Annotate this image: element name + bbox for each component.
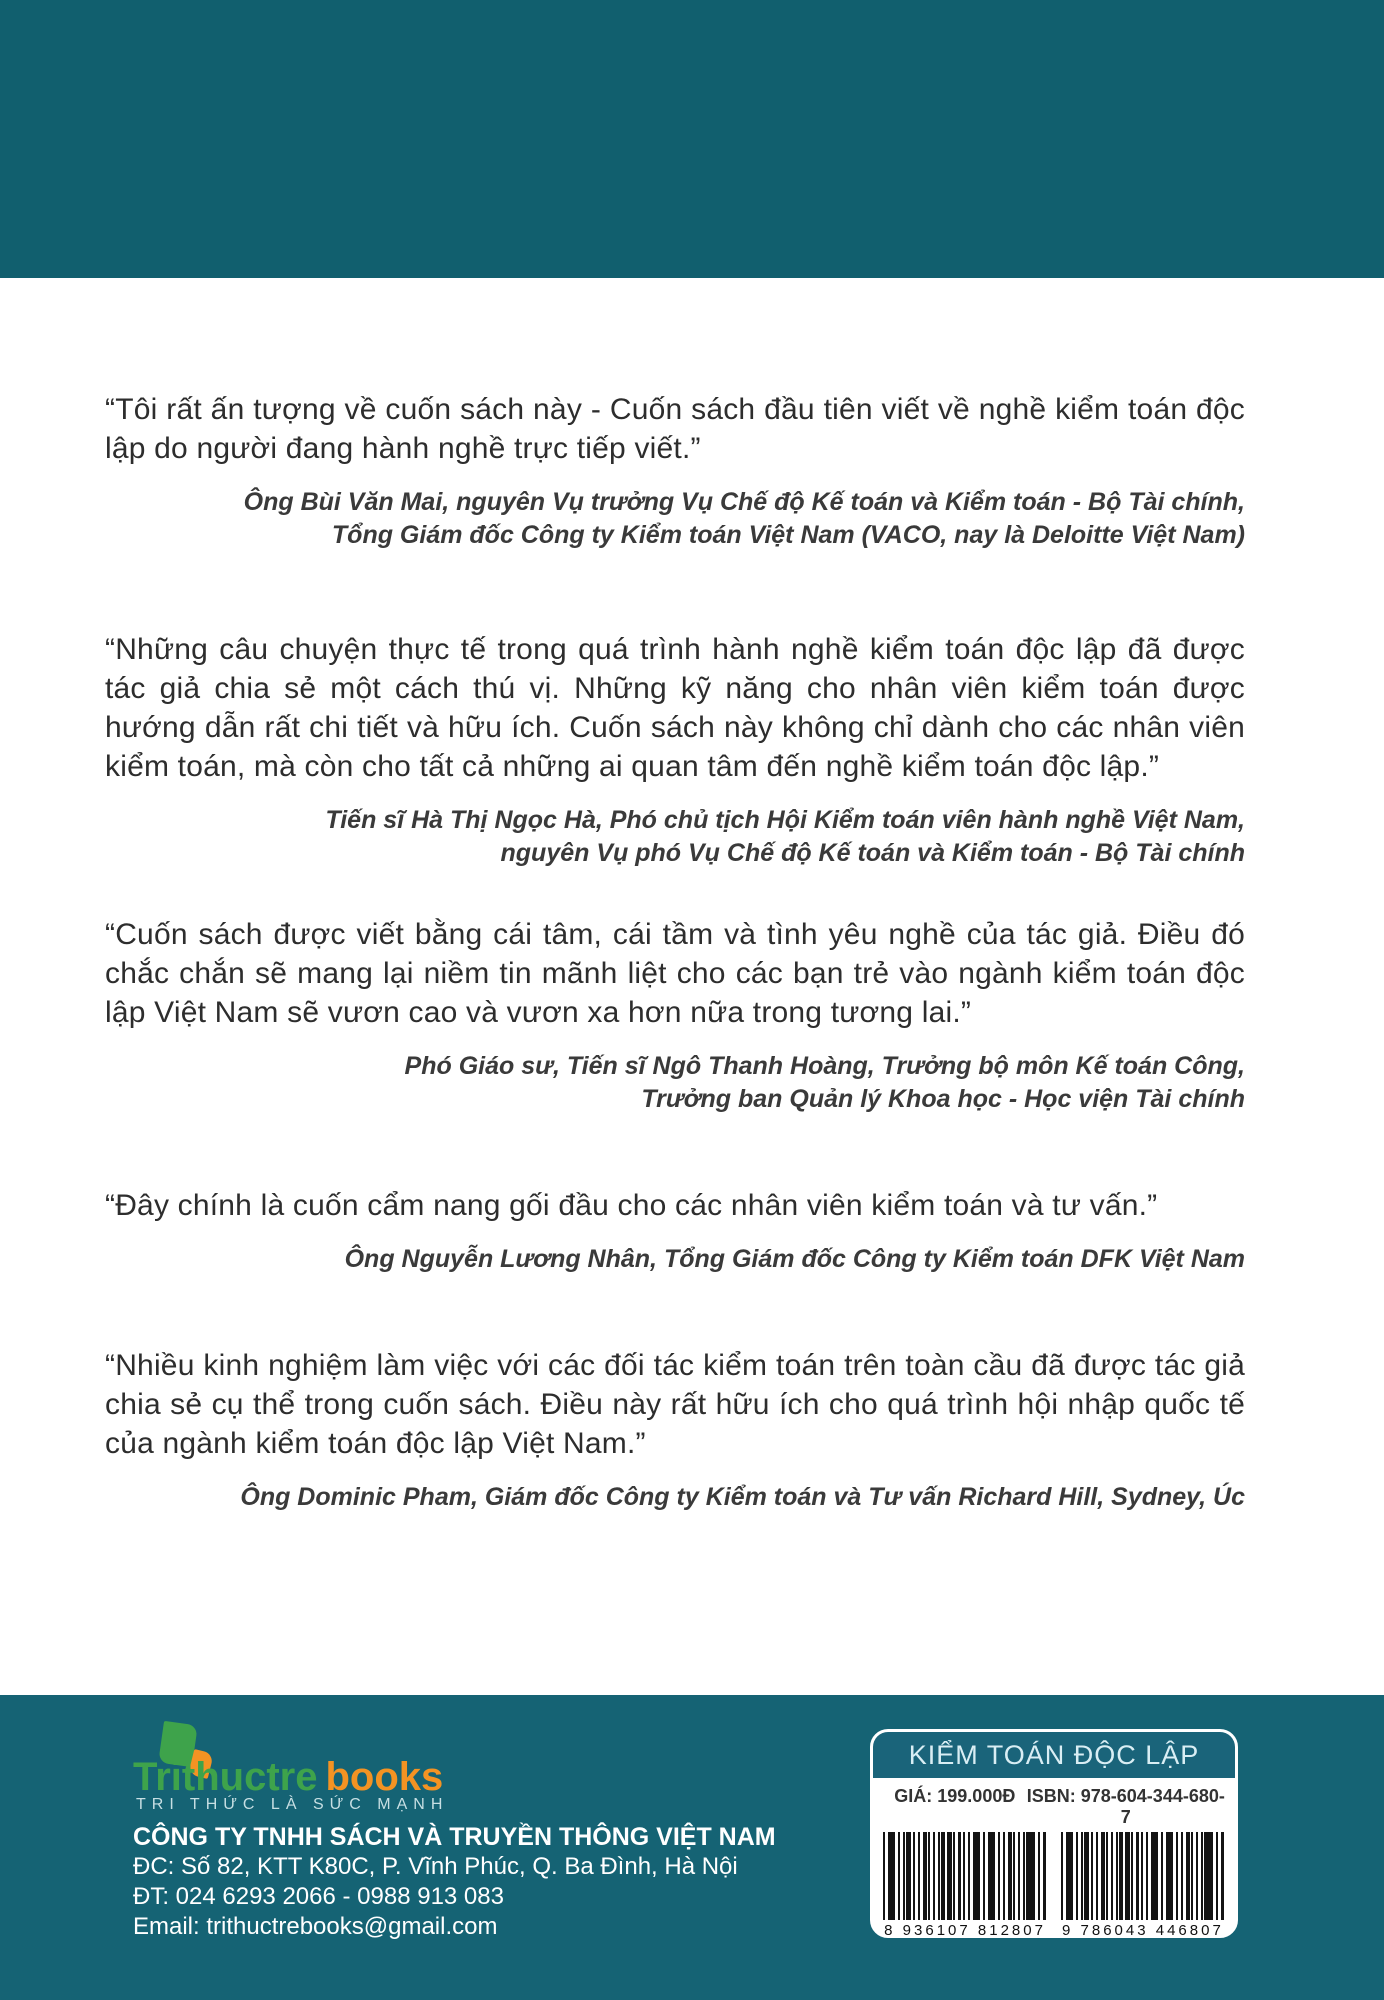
logo-text-orange: books xyxy=(325,1755,444,1799)
publisher-info xyxy=(133,1822,776,1942)
quote-attribution xyxy=(105,1050,1245,1116)
attribution-line: Phó Giáo sư, Tiến sĩ Ngô Thanh Hoàng, Trưởng bộ môn Kế toán Công, xyxy=(404,1052,1245,1080)
publisher-tagline: TRI THỨC LÀ SỨC MẠNH xyxy=(136,1796,449,1813)
attribution-line: Ông Nguyễn Lương Nhân, Tổng Giám đốc Công ty Kiểm toán DFK Việt Nam xyxy=(344,1245,1245,1273)
attribution-line: Tổng Giám đốc Công ty Kiểm toán Việt Nam (VACO, nay là Deloitte Việt Nam) xyxy=(331,521,1245,549)
quote-block-5 xyxy=(105,1346,1245,1514)
quote-text: “Tôi rất ấn tượng về cuốn sách này - Cuốn sách đầu tiên viết về nghề kiểm toán độc lập do người đang hành nghề trực tiếp viết.” xyxy=(105,393,1245,465)
publisher-logo xyxy=(133,1735,444,1799)
barcode-number: 8 936107 812807 xyxy=(884,1922,1046,1938)
quote-text: “Cuốn sách được viết bằng cái tâm, cái tầm và tình yêu nghề của tác giả. Điều đó chắc chắn sẽ mang lại niềm tin mãnh liệt cho các bạn trẻ vào ngành kiểm toán độc lập Việt Nam sẽ vươn cao và vươn xa hơn nữa trong tương lai.” xyxy=(105,918,1245,1029)
publisher-email: Email: trithuctrebooks@gmail.com xyxy=(133,1913,498,1940)
quote-block-3 xyxy=(105,915,1245,1116)
barcode-bars-icon xyxy=(883,1832,1047,1920)
attribution-line: Ông Dominic Pham, Giám đốc Công ty Kiểm toán và Tư vấn Richard Hill, Sydney, Úc xyxy=(240,1483,1245,1511)
attribution-line: Tiến sĩ Hà Thị Ngọc Hà, Phó chủ tịch Hội Kiểm toán viên hành nghề Việt Nam, xyxy=(325,806,1245,834)
publisher-logo-text xyxy=(133,1755,443,1800)
publisher-address: ĐC: Số 82, KTT K80C, P. Vĩnh Phúc, Q. Ba Đình, Hà Nội xyxy=(133,1853,738,1880)
publisher-company-name: CÔNG TY TNHH SÁCH VÀ TRUYỀN THÔNG VIỆT NAM xyxy=(133,1823,776,1851)
isbn-label: ISBN: 978-604-344-680-7 xyxy=(1026,1786,1225,1827)
barcodes-row xyxy=(883,1832,1225,1938)
barcode-ean-right xyxy=(1061,1832,1225,1938)
quote-text: “Nhiều kinh nghiệm làm việc với các đối tác kiểm toán trên toàn cầu đã được tác giả chia sẻ cụ thể trong cuốn sách. Điều này rất hữu ích cho quá trình hội nhập quốc tế của ngành kiểm toán độc lập Việt Nam.” xyxy=(105,1349,1245,1460)
testimonial-quotes-section xyxy=(105,278,1245,1514)
publisher-phone: ĐT: 024 6293 2066 - 0988 913 083 xyxy=(133,1883,504,1910)
quote-attribution xyxy=(105,1243,1245,1276)
quote-block-2 xyxy=(105,630,1245,870)
price-label: GIÁ: 199.000Đ xyxy=(894,1786,1016,1806)
barcode-ean-left xyxy=(883,1832,1047,1938)
quote-block-1 xyxy=(105,390,1245,552)
logo-text-green: Trithuctre xyxy=(133,1755,318,1799)
barcode-labels xyxy=(883,1786,1225,1828)
attribution-line: nguyên Vụ phó Vụ Chế độ Kế toán và Kiểm toán - Bộ Tài chính xyxy=(500,839,1245,867)
quote-text: “Những câu chuyện thực tế trong quá trình hành nghề kiểm toán độc lập đã được tác giả chia sẻ một cách thú vị. Những kỹ năng cho nhân viên kiểm toán được hướng dẫn rất chi tiết và hữu ích. Cuốn sách này không chỉ dành cho các nhân viên kiểm toán, mà còn cho tất cả những ai quan tâm đến nghề kiểm toán độc lập.” xyxy=(105,633,1245,783)
quote-text: “Đây chính là cuốn cẩm nang gối đầu cho các nhân viên kiểm toán và tư vấn.” xyxy=(105,1189,1158,1222)
quote-attribution xyxy=(105,804,1245,870)
quote-attribution xyxy=(105,486,1245,552)
barcode-panel xyxy=(870,1729,1238,1938)
barcode-panel-body xyxy=(873,1778,1235,1938)
top-teal-band xyxy=(0,0,1384,278)
book-title-strip: KIỂM TOÁN ĐỘC LẬP xyxy=(873,1732,1235,1778)
quote-attribution xyxy=(105,1481,1245,1514)
attribution-line: Ông Bùi Văn Mai, nguyên Vụ trưởng Vụ Chế độ Kế toán và Kiểm toán - Bộ Tài chính, xyxy=(243,488,1245,516)
barcode-number: 9 786043 446807 xyxy=(1062,1922,1224,1938)
barcode-bars-icon xyxy=(1061,1832,1225,1920)
attribution-line: Trưởng ban Quản lý Khoa học - Học viện Tài chính xyxy=(641,1085,1245,1113)
quote-block-4 xyxy=(105,1186,1245,1276)
